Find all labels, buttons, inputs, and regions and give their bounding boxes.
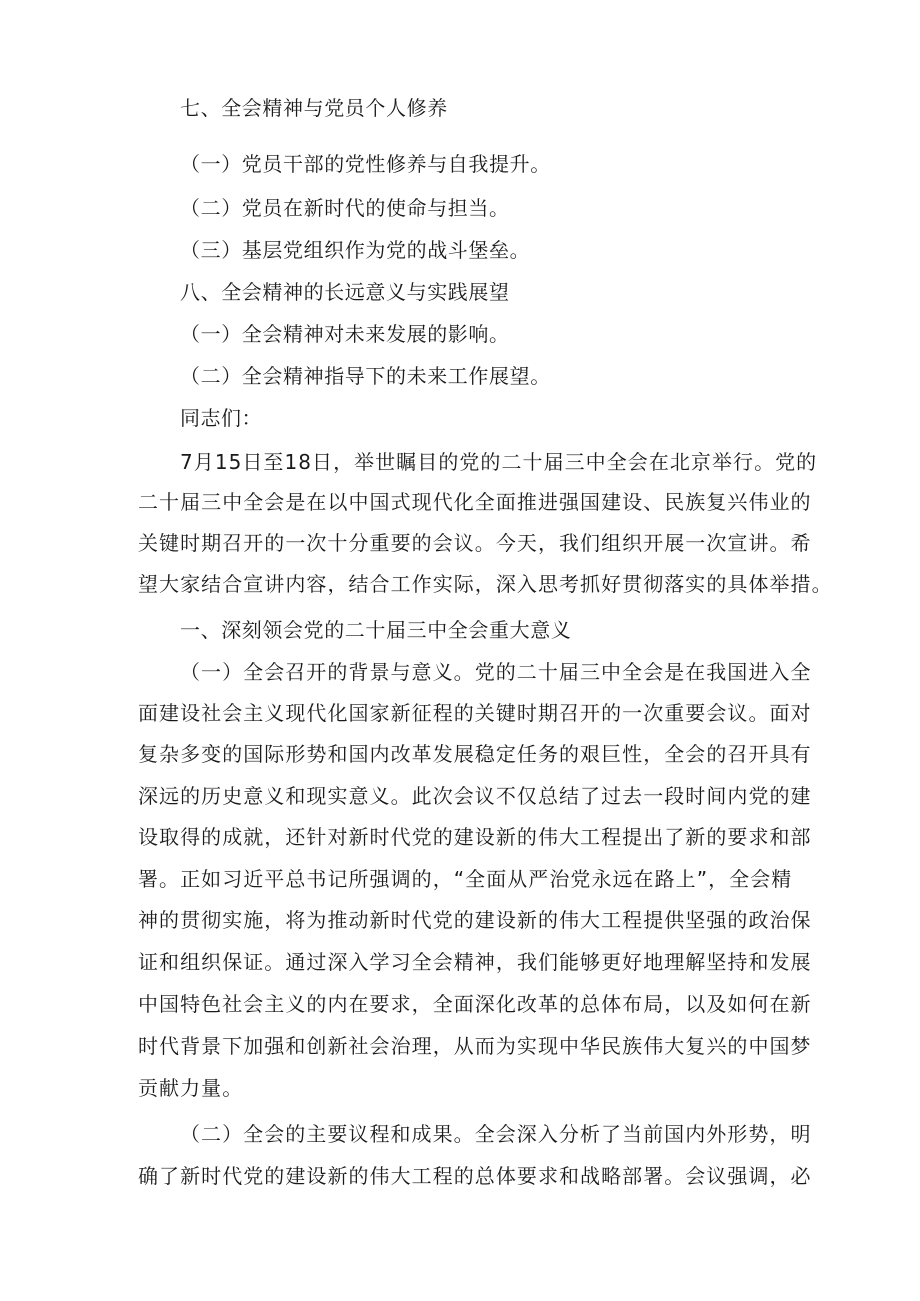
paragraph-line: 署。正如习近平总书记所强调的，“全面从严治党永远在路上”，全会精 <box>138 867 793 891</box>
paragraph-line: 设取得的成就，还针对新时代党的建设新的伟大工程提出了新的要求和部 <box>138 825 812 849</box>
paragraph-line: 望大家结合宣讲内容，结合工作实际，深入思考抓好贯彻落实的具体举措。 <box>138 572 833 596</box>
salutation: 同志们： <box>180 406 262 430</box>
paragraph-line: （一）全会召开的背景与意义。党的二十届三中全会是在我国进入全 <box>180 660 812 684</box>
paragraph-line: 中国特色社会主义的内在要求，全面深化改革的总体布局，以及如何在新 <box>138 992 812 1016</box>
section-8-item-2: （二）全会精神指导下的未来工作展望。 <box>180 364 551 388</box>
section-8-heading: 八、全会精神的长远意义与实践展望 <box>180 280 510 304</box>
paragraph-line: 证和组织保证。通过深入学习全会精神，我们能够更好地理解坚持和发展 <box>138 950 812 974</box>
paragraph-line: 复杂多变的国际形势和国内改革发展稳定任务的艰巨性，全会的召开具有 <box>138 742 812 766</box>
section-8-item-1: （一）全会精神对未来发展的影响。 <box>180 322 510 346</box>
paragraph-line: 神的贯彻实施，将为推动新时代党的建设新的伟大工程提供坚强的政治保 <box>138 908 812 932</box>
section-7-item-3: （三）基层党组织作为党的战斗堡垒。 <box>180 238 531 262</box>
section-1-heading: 一、深刻领会党的二十届三中全会重大意义 <box>180 618 572 642</box>
paragraph-line: 7月15日至18日，举世瞩目的党的二十届三中全会在北京举行。党的 <box>180 450 818 474</box>
section-7-item-2: （二）党员在新时代的使命与担当。 <box>180 196 510 220</box>
paragraph-line: 面建设社会主义现代化国家新征程的关键时期召开的一次重要会议。面对 <box>138 701 812 725</box>
paragraph-line: 深远的历史意义和现实意义。此次会议不仅总结了过去一段时间内党的建 <box>138 784 812 808</box>
paragraph-line: 确了新时代党的建设新的伟大工程的总体要求和战略部署。会议强调，必 <box>138 1164 812 1188</box>
paragraph-line: 关键时期召开的一次十分重要的会议。今天，我们组织开展一次宣讲。希 <box>138 531 812 555</box>
paragraph-line: 贡献力量。 <box>138 1076 244 1100</box>
section-7-item-1: （一）党员干部的党性修养与自我提升。 <box>180 152 551 176</box>
paragraph-line: 时代背景下加强和创新社会治理，从而为实现中华民族伟大复兴的中国梦 <box>138 1034 812 1058</box>
section-7-heading: 七、全会精神与党员个人修养 <box>180 96 448 120</box>
paragraph-line: 二十届三中全会是在以中国式现代化全面推进强国建设、民族复兴伟业的 <box>138 490 812 514</box>
paragraph-line: （二）全会的主要议程和成果。全会深入分析了当前国内外形势，明 <box>180 1122 812 1146</box>
